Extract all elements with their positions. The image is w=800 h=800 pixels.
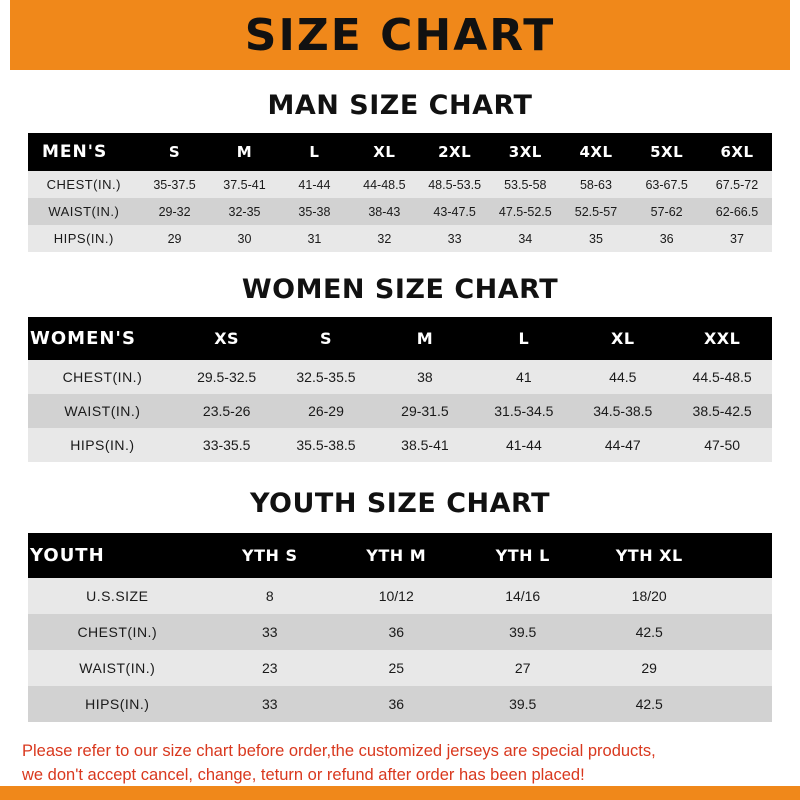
column-header: S: [277, 317, 376, 360]
table-row: [28, 428, 772, 462]
column-header: M: [375, 317, 474, 360]
column-header: S: [140, 133, 210, 171]
table-row: [28, 171, 772, 198]
column-header: XL: [349, 133, 419, 171]
table-cell: 35-38: [279, 198, 349, 225]
row-label: WAIST(IN.): [28, 650, 207, 686]
table-cell: 27: [459, 650, 585, 686]
table-cell: 32-35: [210, 198, 280, 225]
table-cell: 48.5-53.5: [419, 171, 490, 198]
table-cell: 29: [586, 650, 712, 686]
footer-note-line-1: Please refer to our size chart before order,the customized jerseys are special products,: [22, 742, 656, 760]
row-label: HIPS(IN.): [28, 225, 140, 252]
table-cell: 43-47.5: [419, 198, 490, 225]
table-cell: 33: [419, 225, 490, 252]
table-cell: 23.5-26: [177, 394, 277, 428]
column-header: YTH XL: [586, 533, 712, 578]
table-cell-spacer: [712, 650, 772, 686]
table-cell: 38: [375, 360, 474, 394]
column-header: MEN'S: [28, 133, 140, 171]
table-cell: 57-62: [631, 198, 702, 225]
table-cell: 47.5-52.5: [490, 198, 561, 225]
table-header-row: [28, 533, 772, 578]
table-cell: 31.5-34.5: [474, 394, 573, 428]
column-header: M: [210, 133, 280, 171]
table-cell: 31: [279, 225, 349, 252]
table-cell: 42.5: [586, 614, 712, 650]
row-label: WAIST(IN.): [28, 394, 177, 428]
table-cell: 8: [207, 578, 333, 614]
table-cell-spacer: [712, 578, 772, 614]
table-cell: 38-43: [349, 198, 419, 225]
table-cell: 42.5: [586, 686, 712, 722]
row-label: U.S.SIZE: [28, 578, 207, 614]
table-cell: 33: [207, 614, 333, 650]
table-row: [28, 614, 772, 650]
banner-right-edge: [790, 0, 800, 70]
table-cell: 32.5-35.5: [277, 360, 376, 394]
table-cell: 36: [333, 614, 459, 650]
column-header: 2XL: [419, 133, 490, 171]
man-table-wrap: [28, 133, 772, 252]
table-cell: 47-50: [672, 428, 772, 462]
youth-size-table: [28, 533, 772, 722]
column-header: L: [474, 317, 573, 360]
bottom-accent-bar: [0, 786, 800, 800]
table-cell: 63-67.5: [631, 171, 702, 198]
table-cell: 26-29: [277, 394, 376, 428]
table-cell: 32: [349, 225, 419, 252]
table-cell: 67.5-72: [702, 171, 772, 198]
table-cell: 34: [490, 225, 561, 252]
column-header: WOMEN'S: [28, 317, 177, 360]
column-header: YTH L: [459, 533, 585, 578]
row-label: HIPS(IN.): [28, 428, 177, 462]
women-section-title: WOMEN SIZE CHART: [241, 274, 559, 305]
table-cell: 53.5-58: [490, 171, 561, 198]
table-cell: 34.5-38.5: [573, 394, 672, 428]
page-banner: [0, 0, 800, 70]
column-header: XL: [573, 317, 672, 360]
table-cell: 29: [140, 225, 210, 252]
table-row: [28, 578, 772, 614]
table-cell: 41-44: [279, 171, 349, 198]
table-cell: 39.5: [459, 614, 585, 650]
column-header: XXL: [672, 317, 772, 360]
table-header-row: [28, 317, 772, 360]
women-size-table: [28, 317, 772, 462]
table-cell: 29-32: [140, 198, 210, 225]
table-row: [28, 650, 772, 686]
column-header: YOUTH: [28, 533, 207, 578]
table-cell: 29.5-32.5: [177, 360, 277, 394]
table-header-row: [28, 133, 772, 171]
table-cell: 36: [333, 686, 459, 722]
women-table-wrap: [28, 317, 772, 462]
table-cell: 18/20: [586, 578, 712, 614]
row-label: CHEST(IN.): [28, 614, 207, 650]
table-cell: 30: [210, 225, 280, 252]
table-cell: 14/16: [459, 578, 585, 614]
row-label: CHEST(IN.): [28, 360, 177, 394]
table-cell: 41-44: [474, 428, 573, 462]
table-row: [28, 198, 772, 225]
column-header: 4XL: [561, 133, 632, 171]
footer-note: [22, 740, 778, 788]
column-header-spacer: [712, 533, 772, 578]
table-cell: 35.5-38.5: [277, 428, 376, 462]
column-header: XS: [177, 317, 277, 360]
table-cell: 44-47: [573, 428, 672, 462]
table-cell: 52.5-57: [561, 198, 632, 225]
page-title: SIZE CHART: [244, 10, 556, 61]
table-cell: 58-63: [561, 171, 632, 198]
table-cell: 33: [207, 686, 333, 722]
table-cell: 33-35.5: [177, 428, 277, 462]
table-cell: 44-48.5: [349, 171, 419, 198]
man-section-title: MAN SIZE CHART: [267, 90, 533, 121]
column-header: L: [279, 133, 349, 171]
banner-left-edge: [0, 0, 10, 70]
table-cell: 35: [561, 225, 632, 252]
table-cell: 39.5: [459, 686, 585, 722]
table-cell: 38.5-42.5: [672, 394, 772, 428]
row-label: WAIST(IN.): [28, 198, 140, 225]
footer-note-line-2: we don't accept cancel, change, teturn or refund after order has been placed!: [22, 765, 585, 784]
table-row: [28, 360, 772, 394]
youth-section-title: YOUTH SIZE CHART: [249, 488, 551, 519]
table-cell: 37.5-41: [210, 171, 280, 198]
column-header: 6XL: [702, 133, 772, 171]
table-cell: 41: [474, 360, 573, 394]
table-cell: 29-31.5: [375, 394, 474, 428]
table-cell: 23: [207, 650, 333, 686]
column-header: YTH M: [333, 533, 459, 578]
table-cell: 44.5-48.5: [672, 360, 772, 394]
column-header: 3XL: [490, 133, 561, 171]
table-cell-spacer: [712, 686, 772, 722]
column-header: YTH S: [207, 533, 333, 578]
table-row: [28, 686, 772, 722]
man-size-table: [28, 133, 772, 252]
table-cell: 44.5: [573, 360, 672, 394]
table-cell: 37: [702, 225, 772, 252]
table-cell: 62-66.5: [702, 198, 772, 225]
table-cell-spacer: [712, 614, 772, 650]
row-label: HIPS(IN.): [28, 686, 207, 722]
table-cell: 25: [333, 650, 459, 686]
table-row: [28, 225, 772, 252]
table-cell: 36: [631, 225, 702, 252]
column-header: 5XL: [631, 133, 702, 171]
row-label: CHEST(IN.): [28, 171, 140, 198]
table-cell: 35-37.5: [140, 171, 210, 198]
table-row: [28, 394, 772, 428]
youth-table-wrap: [28, 533, 772, 722]
table-cell: 38.5-41: [375, 428, 474, 462]
table-cell: 10/12: [333, 578, 459, 614]
